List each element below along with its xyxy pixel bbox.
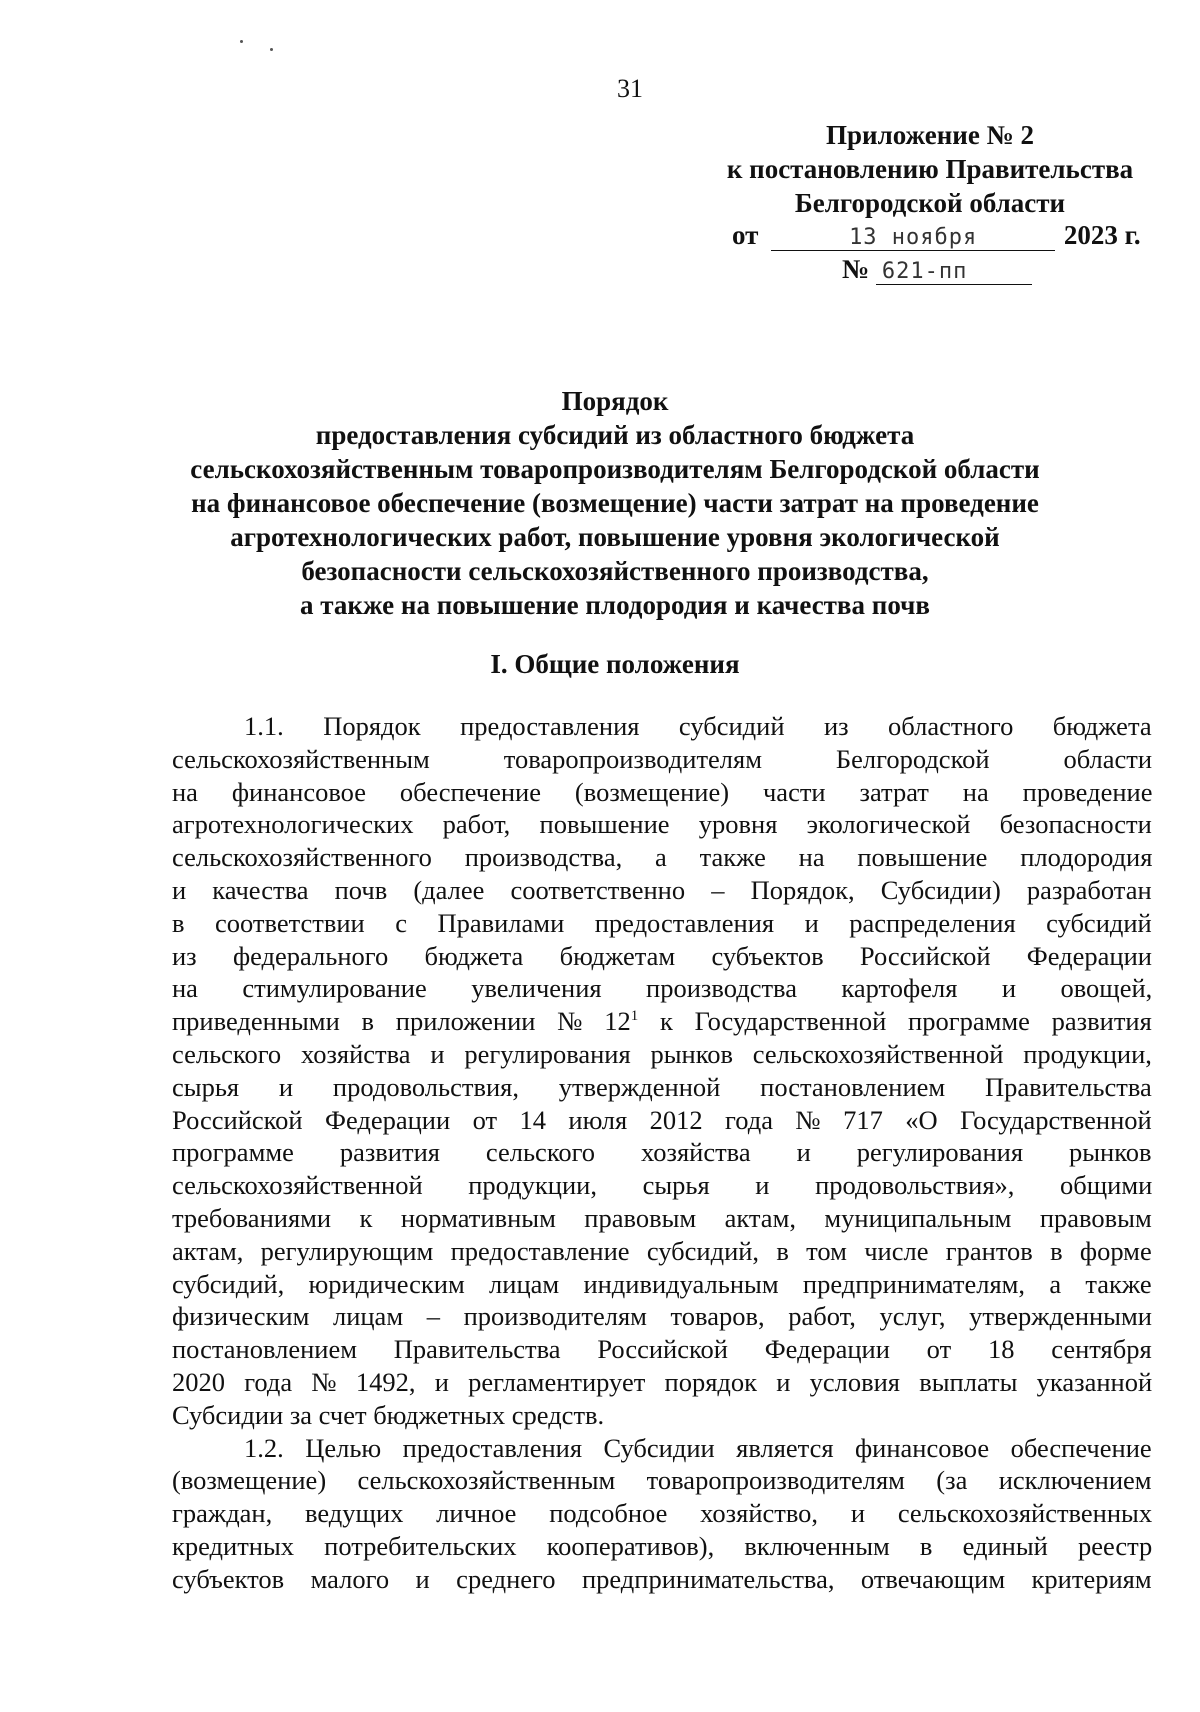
text-line: и качества почв (далее соответственно – Порядок, Субсидии) разработан <box>172 874 1152 905</box>
annex-title: Приложение № 2 <box>826 120 1034 150</box>
date-filled-field: 13 ноября <box>771 225 1055 251</box>
document-title <box>160 384 1070 622</box>
text-line: сырья и продовольствия, утвержденной постановлением Правительства <box>172 1071 1152 1102</box>
text-line: граждан, ведущих личное подсобное хозяйство, и сельскохозяйственных <box>172 1498 1153 1529</box>
text-line: в соответствии с Правилами предоставления и распределения субсидий <box>172 907 1152 938</box>
page-number: 31 <box>617 74 643 103</box>
scan-speck <box>240 40 243 43</box>
annex-number-line <box>842 254 1032 285</box>
paragraph-1-2 <box>172 1432 1152 1596</box>
text-line: актам, регулирующим предоставление субсидий, в том числе грантов в форме <box>172 1235 1152 1266</box>
number-filled-field: 621-пп <box>876 259 1032 285</box>
text-segment: к Государственной программе развития <box>638 1006 1152 1037</box>
annex-region: Белгородской области <box>794 188 1066 218</box>
text-line <box>172 1005 1152 1038</box>
text-line: требованиями к нормативным правовым актам, муниципальным правовым <box>172 1202 1152 1233</box>
date-prefix: от <box>732 220 759 250</box>
title-line: сельскохозяйственным товаропроизводителям Белгородской области <box>190 454 1040 484</box>
text-line: физическим лицам – производителям товаров, работ, услуг, утвержденными <box>172 1301 1152 1332</box>
title-line: а также на повышение плодородия и качества почв <box>300 590 930 620</box>
title-line: на финансовое обеспечение (возмещение) части затрат на проведение <box>191 488 1039 518</box>
date-suffix: 2023 г. <box>1063 220 1141 250</box>
paragraph-1-1 <box>172 710 1152 1432</box>
text-line: кредитных потребительских кооперативов), включенным в единый реестр <box>172 1530 1153 1561</box>
text-line: (возмещение) сельскохозяйственным товаропроизводителям (за исключением <box>172 1465 1152 1496</box>
text-line: постановлением Правительства Российской Федерации от 18 сентября <box>172 1334 1152 1365</box>
scan-speck <box>270 48 273 51</box>
section-heading: I. Общие положения <box>490 649 740 679</box>
text-line: 2020 года № 1492, и регламентирует порядок и условия выплаты указанной <box>172 1366 1153 1397</box>
text-line: Российской Федерации от 14 июля 2012 года № 717 «О Государственной <box>172 1104 1152 1135</box>
footnote-superscript: 1 <box>630 1008 639 1025</box>
text-line: сельскохозяйственной продукции, сырья и продовольствия», общими <box>172 1170 1153 1201</box>
number-prefix: № <box>842 254 870 284</box>
text-line: агротехнологических работ, повышение уровня экологической безопасности <box>172 809 1152 840</box>
annex-date-line <box>732 220 1141 251</box>
text-line: сельского хозяйства и регулирования рынков сельскохозяйственной продукции, <box>172 1038 1152 1069</box>
title-line: агротехнологических работ, повышение уровня экологической <box>230 522 1000 552</box>
text-line: на стимулирование увеличения производства картофеля и овощей, <box>172 973 1153 1004</box>
text-line: Субсидии за счет бюджетных средств. <box>172 1399 605 1430</box>
text-line: субсидий, юридическим лицам индивидуальным предпринимателям, а также <box>172 1268 1152 1299</box>
title-line: Порядок <box>561 386 669 416</box>
text-line: сельскохозяйственного производства, а также на повышение плодородия <box>172 842 1153 873</box>
annex-header <box>700 118 1160 220</box>
title-line: предоставления субсидий из областного бюджета <box>315 420 915 450</box>
text-line: на финансовое обеспечение (возмещение) части затрат на проведение <box>172 776 1153 807</box>
text-line: сельскохозяйственным товаропроизводителям Белгородской области <box>172 743 1153 774</box>
text-line: 1.2. Целью предоставления Субсидии является финансовое обеспечение <box>244 1432 1152 1463</box>
title-line: безопасности сельскохозяйственного производства, <box>301 556 929 586</box>
annex-resolution-ref: к постановлению Правительства <box>726 154 1134 184</box>
body-text <box>172 710 1152 1596</box>
text-line: программе развития сельского хозяйства и регулирования рынков <box>172 1137 1152 1168</box>
text-line: 1.1. Порядок предоставления субсидий из областного бюджета <box>244 711 1152 741</box>
text-segment: приведенными в приложении № 12 <box>172 1006 631 1037</box>
text-line: из федерального бюджета бюджетам субъектов Российской Федерации <box>172 940 1152 971</box>
text-line: субъектов малого и среднего предпринимательства, отвечающим критериям <box>172 1563 1152 1594</box>
